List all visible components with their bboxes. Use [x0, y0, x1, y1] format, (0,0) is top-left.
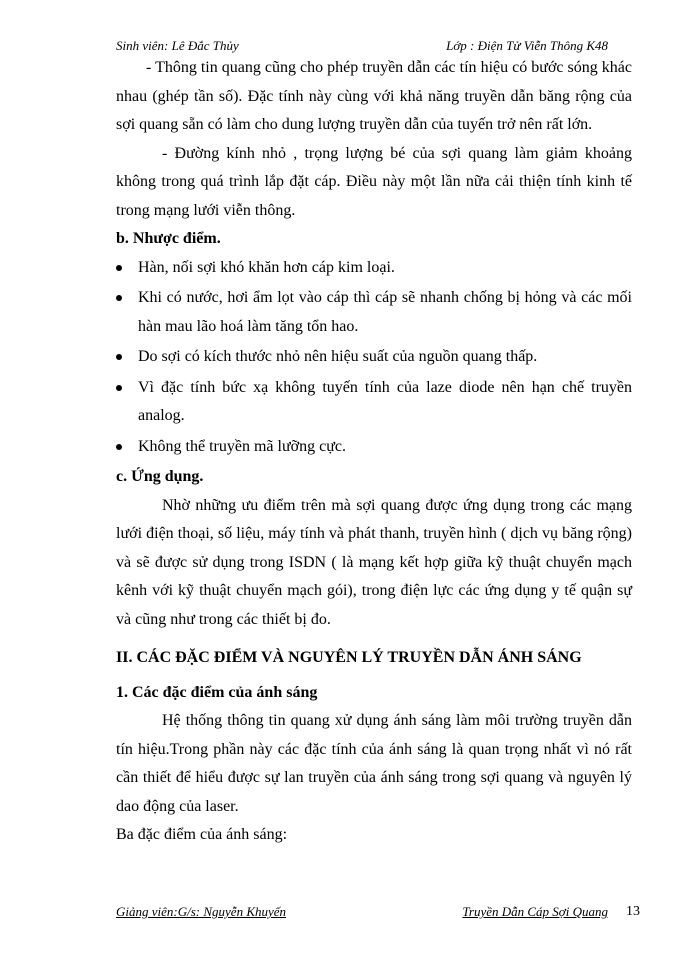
list-item: Không thể truyền mã lưỡng cực.: [116, 433, 632, 462]
list-item: Vì đặc tính bức xạ không tuyến tính của laze diode nên hạn chế truyền analog.: [116, 374, 632, 431]
section-title: II. CÁC ĐẶC ĐIỂM VÀ NGUYÊN LÝ TRUYỀN DẪN ÁNH SÁNG: [116, 649, 582, 666]
page-footer: [116, 904, 640, 922]
list-item: Do sợi có kích thước nhỏ nên hiệu suất của nguồn quang thấp.: [116, 343, 632, 372]
list-item: Khi có nước, hơi ẩm lọt vào cáp thì cáp sẽ nhanh chống bị hỏng và các mối hàn mau lão hoá làm tăng tổn hao.: [116, 284, 632, 341]
paragraph-three-properties: Ba đặc điểm của ánh sáng:: [116, 826, 288, 843]
paragraph-advantage-wavelength: - Thông tin quang cũng cho phép truyền dẫn các tín hiệu có bước sóng khác nhau (ghép tần số). Đặc tính này cùng với khả năng truyền dẫn băng rộng của sợi quang sẵn có làm cho dung lượng truyền dẫn của tuyến trở nên rất lớn.: [116, 59, 632, 133]
bullet-icon: [116, 444, 122, 450]
heading-disadvantages: b. Nhược điểm.: [116, 230, 221, 247]
bullet-icon: [116, 265, 122, 271]
bullet-icon: [116, 295, 122, 301]
list-item: Hàn, nối sợi khó khăn hơn cáp kim loại.: [116, 254, 632, 283]
bullet-icon: [116, 385, 122, 391]
disadvantages-list: [116, 254, 632, 462]
paragraph-applications: Nhờ những ưu điểm trên mà sợi quang được ứng dụng trong các mạng lưới điện thoại, số liệu, máy tính và phát thanh, truyền hình ( dịch vụ băng rộng) và sẽ được sử dụng trong ISDN ( là mạng kết hợp giữa kỹ thuật chuyển mạch kênh với kỹ thuật chuyển mạch gói), trong điện lực các ứng dụng y tế quận sự và cũng như trong các thiết bị đo.: [116, 496, 632, 628]
header-student: Sinh viên: Lê Đắc Thủy: [116, 38, 239, 53]
footer-course-title: Truyền Dẫn Cáp Sợi Quang: [462, 904, 608, 919]
bullet-icon: [116, 354, 122, 360]
footer-lecturer: Giảng viên:G/s: Nguyễn Khuyến: [116, 904, 287, 919]
page-number: 13: [626, 904, 640, 919]
header-class: Lớp : Điện Tử Viễn Thông K48: [446, 38, 608, 53]
heading-applications: c. Ứng dụng.: [116, 468, 204, 485]
subsection-title: 1. Các đặc điểm của ánh sáng: [116, 683, 318, 701]
paragraph-advantage-size: - Đường kính nhỏ , trọng lượng bé của sợi quang làm giảm khoảng không trong quá trình lắp đặt cáp. Điều này một lần nữa cải thiện tính kinh tế trong mạng lưới viễn thông.: [116, 144, 632, 219]
paragraph-light-properties: Hệ thống thông tin quang xử dụng ánh sáng làm môi trường truyền dẫn tín hiệu.Trong phần này các đặc tính của ánh sáng là quan trọng nhất vì nó rất cần thiết để hiểu được sự lan truyền của ánh sáng trong sợi quang và nguyên lý dao động của laser.: [116, 712, 632, 815]
page-body: [116, 54, 632, 850]
